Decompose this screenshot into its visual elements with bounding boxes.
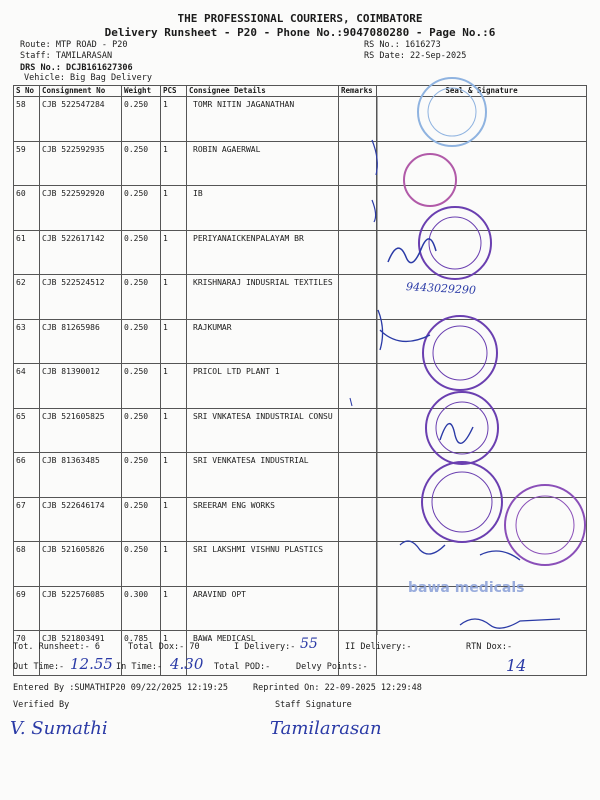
cell-consignment: CJB 521605826 xyxy=(40,542,122,587)
cell-sno: 65 xyxy=(14,408,40,453)
col-seal: Seal & Signature xyxy=(377,86,587,97)
seal-stamp xyxy=(404,154,456,206)
staff-signature-ink: Tamilarasan xyxy=(270,718,382,739)
cell-weight: 0.250 xyxy=(122,408,161,453)
cell-weight: 0.785 xyxy=(122,631,161,676)
corner-value: 14 xyxy=(506,656,527,675)
in-time: In Time:- xyxy=(116,662,163,672)
rtn-dox: RTN Dox:- xyxy=(466,642,513,652)
cell-pcs: 1 xyxy=(161,453,187,498)
vehicle: Vehicle: Big Bag Delivery xyxy=(24,73,152,83)
cell-consignee: SRI VENKATESA INDUSTRIAL xyxy=(187,453,339,498)
cell-sno: 62 xyxy=(14,275,40,320)
cell-consignee: TOMR NITIN JAGANATHAN xyxy=(187,97,339,142)
cell-consignment: CJB 522576085 xyxy=(40,586,122,631)
route: Route: MTP ROAD - P20 xyxy=(20,40,128,50)
cell-consignee: PRICOL LTD PLANT 1 xyxy=(187,364,339,409)
col-consignment: Consignment No xyxy=(40,86,122,97)
entered-by: Entered By :SUMATHIP20 09/22/2025 12:19:25 xyxy=(13,683,228,693)
cell-pcs: 1 xyxy=(161,364,187,409)
seal-stamp xyxy=(505,485,585,565)
verified-signature: V. Sumathi xyxy=(10,718,108,739)
cell-weight: 0.250 xyxy=(122,230,161,275)
cell-weight: 0.250 xyxy=(122,497,161,542)
cell-weight: 0.250 xyxy=(122,97,161,142)
delvy-points: Delvy Points:- xyxy=(296,662,368,672)
cell-consignment: CJB 522646174 xyxy=(40,497,122,542)
cell-consignee: IB xyxy=(187,186,339,231)
col-weight: Weight xyxy=(122,86,161,97)
cell-sno: 69 xyxy=(14,586,40,631)
total-dox: Total Dox:- 70 xyxy=(128,642,200,652)
cell-consignee: KRISHNARAJ INDUSRIAL TEXTILES xyxy=(187,275,339,320)
cell-pcs: 1 xyxy=(161,542,187,587)
cell-consignee: BAWA MEDICASL xyxy=(187,631,339,676)
seal-stamp xyxy=(426,392,498,464)
cell-sno: 68 xyxy=(14,542,40,587)
cell-sno: 61 xyxy=(14,230,40,275)
cell-weight: 0.250 xyxy=(122,275,161,320)
col-pcs: PCS xyxy=(161,86,187,97)
total-pod: Total POD:- xyxy=(214,662,271,672)
cell-weight: 0.250 xyxy=(122,319,161,364)
cell-sno: 58 xyxy=(14,97,40,142)
cell-weight: 0.250 xyxy=(122,186,161,231)
rs-date: RS Date: 22-Sep-2025 xyxy=(364,51,467,61)
cell-pcs: 1 xyxy=(161,586,187,631)
cell-consignee: ARAVIND OPT xyxy=(187,586,339,631)
seal-stamp xyxy=(419,207,491,279)
tot-runsheet: Tot. Runsheet:- 6 xyxy=(13,642,100,652)
cell-consignee: RAJKUMAR xyxy=(187,319,339,364)
cell-pcs: 1 xyxy=(161,408,187,453)
bawa-medicals-stamp: bawa medicals xyxy=(408,580,525,596)
cell-weight: 0.300 xyxy=(122,586,161,631)
cell-consignee: ROBIN AGAERWAL xyxy=(187,141,339,186)
in-time-value: 4.30 xyxy=(170,655,204,673)
out-time: Out Time:- xyxy=(13,662,65,672)
cell-consignment: CJB 81363485 xyxy=(40,453,122,498)
drs-no: DRS No.: DCJB161627306 xyxy=(20,63,133,73)
staff-signature: Staff Signature xyxy=(275,700,352,710)
cell-consignment: CJB 522617142 xyxy=(40,230,122,275)
cell-weight: 0.250 xyxy=(122,542,161,587)
staff: Staff: TAMILARASAN xyxy=(20,51,113,61)
cell-consignment: CJB 522592920 xyxy=(40,186,122,231)
cell-pcs: 1 xyxy=(161,631,187,676)
cell-consignment: CJB 521803491 xyxy=(40,631,122,676)
cell-sno: 66 xyxy=(14,453,40,498)
cell-sno: 63 xyxy=(14,319,40,364)
seal-stamp xyxy=(422,462,502,542)
cell-weight: 0.250 xyxy=(122,141,161,186)
phone-note: 9443029290 xyxy=(405,280,477,297)
cell-pcs: 1 xyxy=(161,319,187,364)
cell-consignment: CJB 81390012 xyxy=(40,364,122,409)
runsheet-title: Delivery Runsheet - P20 - Phone No.:9047080280 - Page No.:6 xyxy=(104,26,496,39)
col-sno: S No xyxy=(14,86,40,97)
cell-pcs: 1 xyxy=(161,97,187,142)
cell-pcs: 1 xyxy=(161,141,187,186)
cell-sno: 67 xyxy=(14,497,40,542)
rs-no: RS No.: 1616273 xyxy=(364,40,441,50)
cell-sno: 59 xyxy=(14,141,40,186)
cell-consignee: SRI VNKATESA INDUSTRIAL CONSU xyxy=(187,408,339,453)
i-delivery: I Delivery:- xyxy=(234,642,296,652)
cell-pcs: 1 xyxy=(161,275,187,320)
ii-delivery: II Delivery:- xyxy=(345,642,412,652)
cell-consignee: SREERAM ENG WORKS xyxy=(187,497,339,542)
cell-sno: 70 xyxy=(14,631,40,676)
cell-weight: 0.250 xyxy=(122,364,161,409)
cell-consignee: SRI LAKSHMI VISHNU PLASTICS xyxy=(187,542,339,587)
col-consignee: Consignee Details xyxy=(187,86,339,97)
col-remarks: Remarks xyxy=(339,86,377,97)
cell-sno: 60 xyxy=(14,186,40,231)
cell-consignee: PERIYANAICKENPALAYAM BR xyxy=(187,230,339,275)
cell-consignment: CJB 81265986 xyxy=(40,319,122,364)
cell-consignment: CJB 521605825 xyxy=(40,408,122,453)
cell-sno: 64 xyxy=(14,364,40,409)
cell-pcs: 1 xyxy=(161,186,187,231)
cell-consignment: CJB 522524512 xyxy=(40,275,122,320)
cell-consignment: CJB 522547284 xyxy=(40,97,122,142)
i-delivery-value: 55 xyxy=(300,636,318,652)
cell-pcs: 1 xyxy=(161,497,187,542)
seal-stamp xyxy=(423,316,497,390)
reprinted-on: Reprinted On: 22-09-2025 12:29:48 xyxy=(253,683,422,693)
verified-by: Verified By xyxy=(13,700,70,710)
cell-pcs: 1 xyxy=(161,230,187,275)
company-name: THE PROFESSIONAL COURIERS, COIMBATORE xyxy=(177,12,423,25)
cell-weight: 0.250 xyxy=(122,453,161,498)
out-time-value: 12.55 xyxy=(70,655,113,673)
cell-consignment: CJB 522592935 xyxy=(40,141,122,186)
